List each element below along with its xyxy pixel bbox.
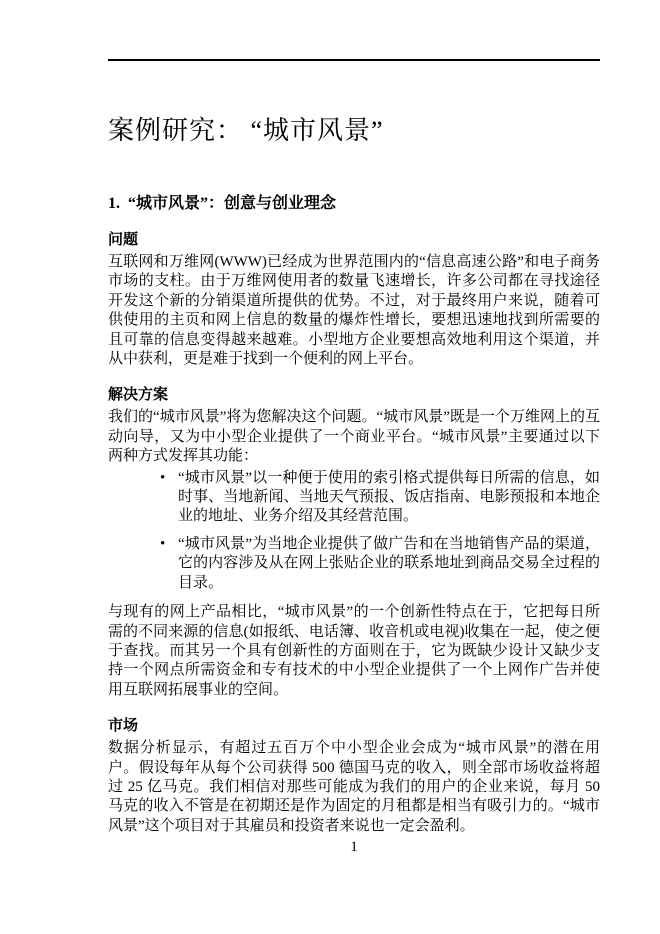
paragraph-problem: 互联网和万维网(WWW)已经成为世界范围内的“信息高速公路”和电子商务市场的支柱。由于万维网使用者的数量飞速增长，许多公司都在寻找途径开发这个新的分销渠道所提供的优势。不过，对于最终用户来说，随着可供使用的主页和网上信息的数量的爆炸性增长，要想迅速地找到所需要的且可靠的信息变得越来越难。小型地方企业要想高效地利用这个渠道，并从中获利，更是难于找到一个便利的网上平台。 [108, 254, 600, 368]
subheading-solution: 解决方案 [108, 387, 169, 404]
bullet-icon: • [160, 535, 166, 552]
page-number: 1 [350, 839, 358, 856]
list-item [160, 469, 600, 527]
main-section-heading: 1. “城市风景”：创意与创业理念 [108, 195, 337, 212]
paragraph-innovation: 与现有的网上产品相比，“城市风景”的一个创新性特点在于，它把每日所需的不同来源的信息(如报纸、电话簿、收音机或电视)收集在一起，使之便于查找。而其另一个具有创新性的方面则在于，它为既缺少设计又缺少支持一个网点所需资金和专有技术的中小型企业提供了一个上网作广告并使用互联网拓展事业的空间。 [108, 604, 600, 698]
document-title: 案例研究： “城市风景” [108, 116, 384, 145]
list-item-text: “城市风景”以一种便于使用的索引格式提供每日所需的信息，如时事、当地新闻、当地天气预报、饭店指南、电影预报和本地企业的地址、业务介绍及其经营范围。 [178, 469, 600, 525]
bullet-list [108, 469, 600, 593]
bullet-icon: • [160, 469, 166, 486]
list-item [160, 535, 600, 593]
paragraph-solution-intro: 我们的“城市风景”将为您解决这个问题。“城市风景”既是一个万维网上的互动向导，又为中小型企业提供了一个商业平台。“城市风景”主要通过以下两种方式发挥其功能： [108, 409, 600, 465]
document-content [108, 0, 600, 857]
list-item-text: “城市风景”为当地企业提供了做广告和在当地销售产品的渠道，它的内容涉及从在网上张贴企业的联系地址到商品交易全过程的目录。 [178, 535, 600, 591]
paragraph-market: 数据分析显示，有超过五百万个中小型企业会成为“城市风景”的潜在用户。假设每年从每个公司获得 500 德国马克的收入，则全部市场收益将超过 25 亿马克。我们相信对那些可能成为我们的用户的企业来说，每月 50 马克的收入不管是在初期还是作为固定的月租都是相当有吸引力的。“城市风景”这个项目对于其雇员和投资者来说也一定会盈利。 [108, 740, 600, 834]
subheading-market: 市场 [108, 718, 139, 735]
subheading-problem: 问题 [108, 232, 139, 248]
